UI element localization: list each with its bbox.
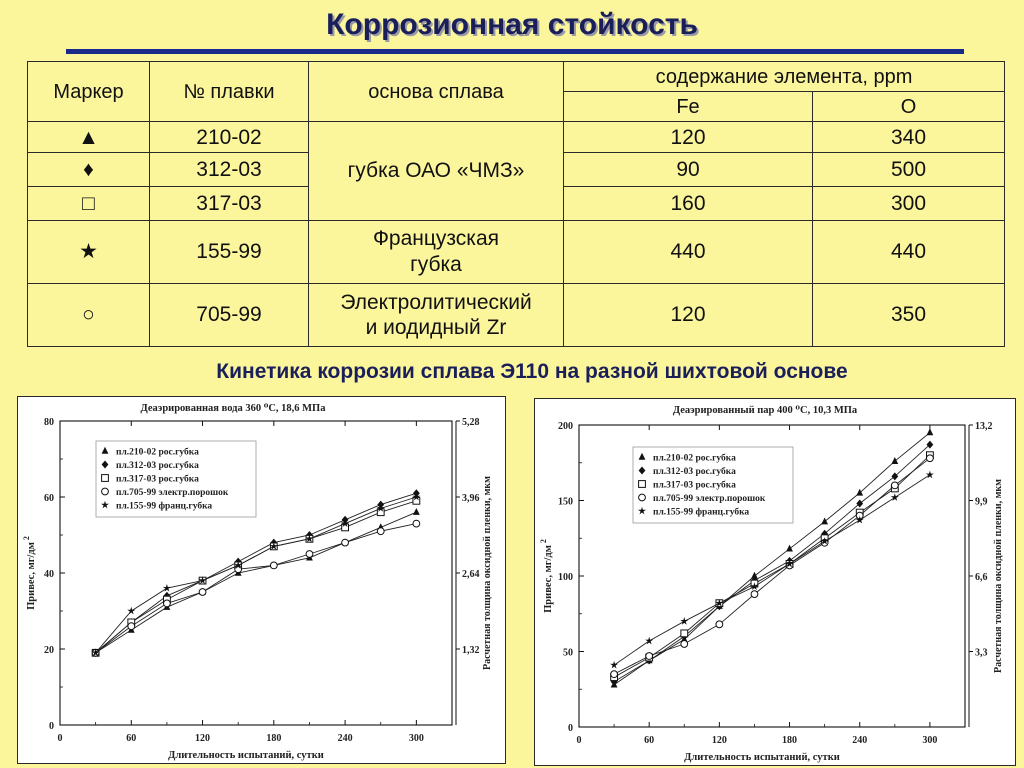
y2-tick-label: 6,6 [975, 572, 988, 583]
chart-title: Деаэрированная вода 360 ⁰С, 18,6 МПа [140, 403, 326, 414]
data-point [680, 617, 688, 625]
base-line: Французская [372, 227, 500, 251]
data-point [856, 500, 863, 508]
legend-marker [639, 494, 646, 501]
data-point [199, 589, 206, 596]
chart-legend [96, 441, 256, 517]
y-tick-label: 200 [558, 421, 573, 432]
y-tick-label: 50 [563, 647, 573, 659]
y-tick-label: 60 [44, 493, 54, 504]
data-point [856, 489, 863, 496]
series-line [96, 524, 417, 653]
legend-marker [102, 475, 109, 482]
y2-tick-label: 3,3 [975, 647, 988, 659]
y-tick-label: 20 [44, 645, 54, 656]
o-cell: 350 [813, 283, 1005, 346]
fe-cell: 440 [564, 220, 813, 283]
legend-label: пл.312-03 рос.губка [116, 461, 199, 471]
legend-label: пл.210-02 рос.губка [653, 453, 736, 464]
filled-diamond-icon: ♦ [28, 153, 150, 187]
data-point [377, 528, 384, 535]
x-tick-label: 240 [337, 733, 353, 744]
y2-axis-label: Расчетная толщина оксидной пленки, мкм [993, 478, 1004, 674]
y2-tick-label: 5,28 [462, 417, 480, 428]
data-point [891, 457, 898, 464]
data-point [164, 600, 171, 607]
y-tick-label: 80 [44, 417, 54, 428]
data-point [927, 455, 934, 462]
chart-water-panel [17, 396, 506, 764]
chart-steam [535, 399, 1015, 765]
data-point [270, 562, 277, 569]
x-tick-label: 0 [57, 733, 63, 744]
data-point [927, 428, 934, 435]
data-point [127, 607, 135, 615]
fe-cell: 120 [564, 122, 813, 153]
x-tick-label: 60 [644, 735, 655, 746]
x-tick-label: 0 [576, 735, 582, 746]
x-tick-label: 300 [922, 735, 938, 746]
y2-tick-label: 1,32 [462, 645, 480, 656]
chart-water [18, 397, 505, 763]
table-row [28, 220, 1005, 283]
melt-cell: 312-03 [150, 153, 309, 187]
legend-label: пл.317-03 рос.губка [116, 474, 199, 485]
y2-tick-label: 2,64 [462, 569, 480, 580]
y-axis-label: Привес, мг/дм $^2$ [22, 536, 37, 610]
x-tick-label: 240 [852, 735, 868, 746]
fe-cell: 90 [564, 153, 813, 187]
header-o: O [813, 92, 1005, 122]
o-cell: 340 [813, 122, 1005, 153]
base-cell: губка ОАО «ЧМЗ» [309, 122, 564, 220]
chart-title: Деаэрированный пар 400 ⁰С, 10,3 МПа [672, 405, 858, 416]
y-tick-label: 40 [44, 569, 54, 580]
filled-triangle-icon: ▲ [28, 122, 150, 153]
data-point [610, 661, 618, 669]
legend-label: пл.705-99 электр.порошок [653, 494, 766, 504]
table-row [28, 122, 1005, 153]
data-point [821, 517, 828, 524]
y-axis-label-superscript: 2 [22, 536, 31, 543]
legend-label: пл.312-03 рос.губка [653, 467, 736, 477]
data-point [306, 551, 313, 558]
legend-marker [639, 481, 646, 488]
header-marker: Маркер [28, 62, 150, 122]
melt-cell: 317-03 [150, 187, 309, 220]
header-content: содержание элемента, ppm [564, 62, 1005, 92]
data-point [128, 623, 135, 630]
base-line: и иодидный Zr [365, 315, 507, 339]
data-point [342, 539, 349, 546]
fe-cell: 160 [564, 187, 813, 220]
x-tick-label: 180 [782, 735, 798, 746]
legend-label: пл.317-03 рос.губка [653, 480, 736, 491]
x-axis-label: Длительность испытаний, сутки [168, 750, 324, 761]
data-point [751, 591, 758, 598]
legend-label: пл.155-99 франц.губка [653, 507, 750, 518]
x-tick-label: 120 [195, 733, 211, 744]
x-tick-label: 180 [266, 733, 282, 744]
data-point [646, 653, 653, 660]
y-tick-label: 0 [568, 723, 573, 734]
legend-marker [102, 488, 109, 495]
open-square-icon: □ [28, 187, 150, 220]
header-base: основа сплава [309, 62, 564, 122]
legend-label: пл.210-02 рос.губка [116, 447, 199, 458]
chart-steam-panel [534, 398, 1016, 766]
base-cell [309, 283, 564, 346]
series-line [96, 512, 417, 653]
data-point [681, 641, 688, 648]
fe-cell: 120 [564, 283, 813, 346]
y-tick-label: 100 [558, 572, 573, 583]
base-line: губка [410, 252, 462, 276]
base-line: Электролитический [340, 290, 532, 314]
series-line [96, 501, 417, 653]
y-tick-label: 150 [558, 496, 573, 508]
y2-tick-label: 13,2 [975, 421, 993, 432]
series-triangle [92, 508, 420, 656]
y2-tick-label: 3,96 [462, 493, 480, 504]
title-underline [66, 49, 964, 54]
chart-legend [633, 447, 793, 523]
filled-star-icon: ★ [28, 220, 150, 283]
y-axis-label-superscript: 2 [539, 539, 548, 546]
table-row [28, 283, 1005, 346]
x-tick-label: 60 [126, 733, 137, 744]
data-point [413, 508, 420, 515]
data-point [891, 482, 898, 489]
series-square [92, 497, 420, 656]
x-axis-label: Длительность испытаний, сутки [684, 752, 840, 763]
x-tick-label: 120 [711, 735, 727, 746]
x-tick-label: 300 [408, 733, 424, 744]
data-point [681, 630, 688, 637]
data-point [716, 621, 723, 628]
open-circle-icon: ○ [28, 283, 150, 346]
header-melt: № плавки [150, 62, 309, 122]
melt-cell: 210-02 [150, 122, 309, 153]
legend-label: пл.705-99 электр.порошок [116, 488, 229, 498]
slide-title: Коррозионная стойкость [326, 8, 698, 41]
data-point [611, 671, 618, 678]
y-tick-label: 0 [49, 721, 54, 732]
o-cell: 500 [813, 153, 1005, 187]
charts-subtitle: Кинетика коррозии сплава Э110 на разной шихтовой основе [216, 360, 848, 383]
melt-cell: 705-99 [150, 283, 309, 346]
header-fe: Fe [564, 92, 813, 122]
alloy-table [27, 61, 1005, 347]
data-point [786, 545, 793, 552]
o-cell: 440 [813, 220, 1005, 283]
legend-label: пл.155-99 франц.губка [116, 501, 213, 512]
series-circle [92, 520, 420, 656]
series-line [96, 497, 417, 653]
melt-cell: 155-99 [150, 220, 309, 283]
table-header-row [28, 62, 1005, 92]
y2-axis-label: Расчетная толщина оксидной пленки, мкм [482, 475, 493, 671]
data-point [927, 441, 934, 449]
data-point [413, 520, 420, 527]
o-cell: 300 [813, 187, 1005, 220]
base-cell [309, 220, 564, 283]
y2-tick-label: 9,9 [975, 496, 988, 508]
y-axis-label: Привес, мг/дм $^2$ [539, 539, 554, 613]
